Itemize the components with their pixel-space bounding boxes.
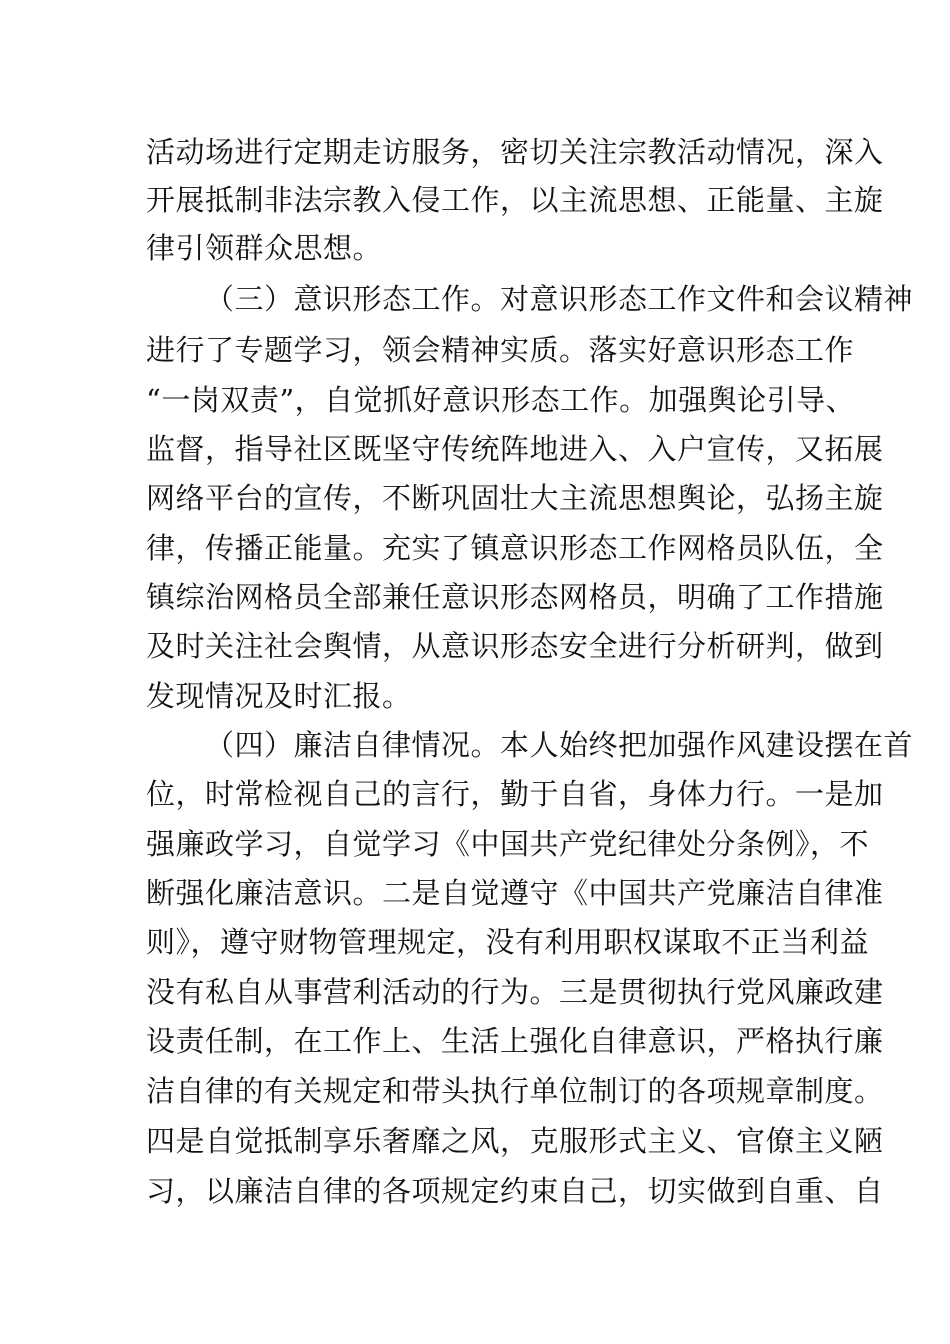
text-line: 则》，遵守财物管理规定，没有利用职权谋取不正当利益 [146, 925, 870, 959]
text-line: 四是自觉抵制享乐奢靡之风，克服形式主义、官僚主义陋 [146, 1124, 884, 1158]
text-line: 监督，指导社区既坚守传统阵地进入、入户宣传，又拓展 [146, 432, 884, 466]
text-line: 网络平台的宣传，不断巩固壮大主流思想舆论，弘扬主旋 [146, 481, 884, 515]
text-line: 开展抵制非法宗教入侵工作，以主流思想、正能量、主旋 [146, 183, 884, 217]
section-heading-line: （三）意识形态工作。对意识形态工作文件和会议精神 [205, 282, 914, 316]
text-line: 没有私自从事营利活动的行为。三是贯彻执行党风廉政建 [146, 975, 884, 1009]
text-line: 位，时常检视自己的言行，勤于自省，身体力行。一是加 [146, 777, 884, 811]
text-line: 进行了专题学习，领会精神实质。落实好意识形态工作 [146, 333, 855, 367]
text-line: “一岗双责”，自觉抓好意识形态工作。加强舆论引导、 [146, 383, 856, 417]
text-line: 律引领群众思想。 [146, 231, 383, 265]
text-line: 强廉政学习，自觉学习《中国共产党纪律处分条例》，不 [146, 827, 870, 861]
text-line: 镇综治网格员全部兼任意识形态网格员，明确了工作措施 [146, 580, 884, 614]
text-line: 活动场进行定期走访服务，密切关注宗教活动情况，深入 [146, 135, 884, 169]
text-line: 洁自律的有关规定和带头执行单位制订的各项规章制度。 [146, 1074, 884, 1108]
text-line: 设责任制，在工作上、生活上强化自律意识，严格执行廉 [146, 1024, 884, 1058]
text-line: 及时关注社会舆情，从意识形态安全进行分析研判，做到 [146, 629, 884, 663]
text-line: 发现情况及时汇报。 [146, 679, 412, 713]
text-line: 断强化廉洁意识。二是自觉遵守《中国共产党廉洁自律准 [146, 876, 884, 910]
section-heading-line: （四）廉洁自律情况。本人始终把加强作风建设摆在首 [205, 728, 914, 762]
text-line: 律，传播正能量。充实了镇意识形态工作网格员队伍，全 [146, 531, 884, 565]
text-line: 习，以廉洁自律的各项规定约束自己，切实做到自重、自 [146, 1174, 884, 1208]
